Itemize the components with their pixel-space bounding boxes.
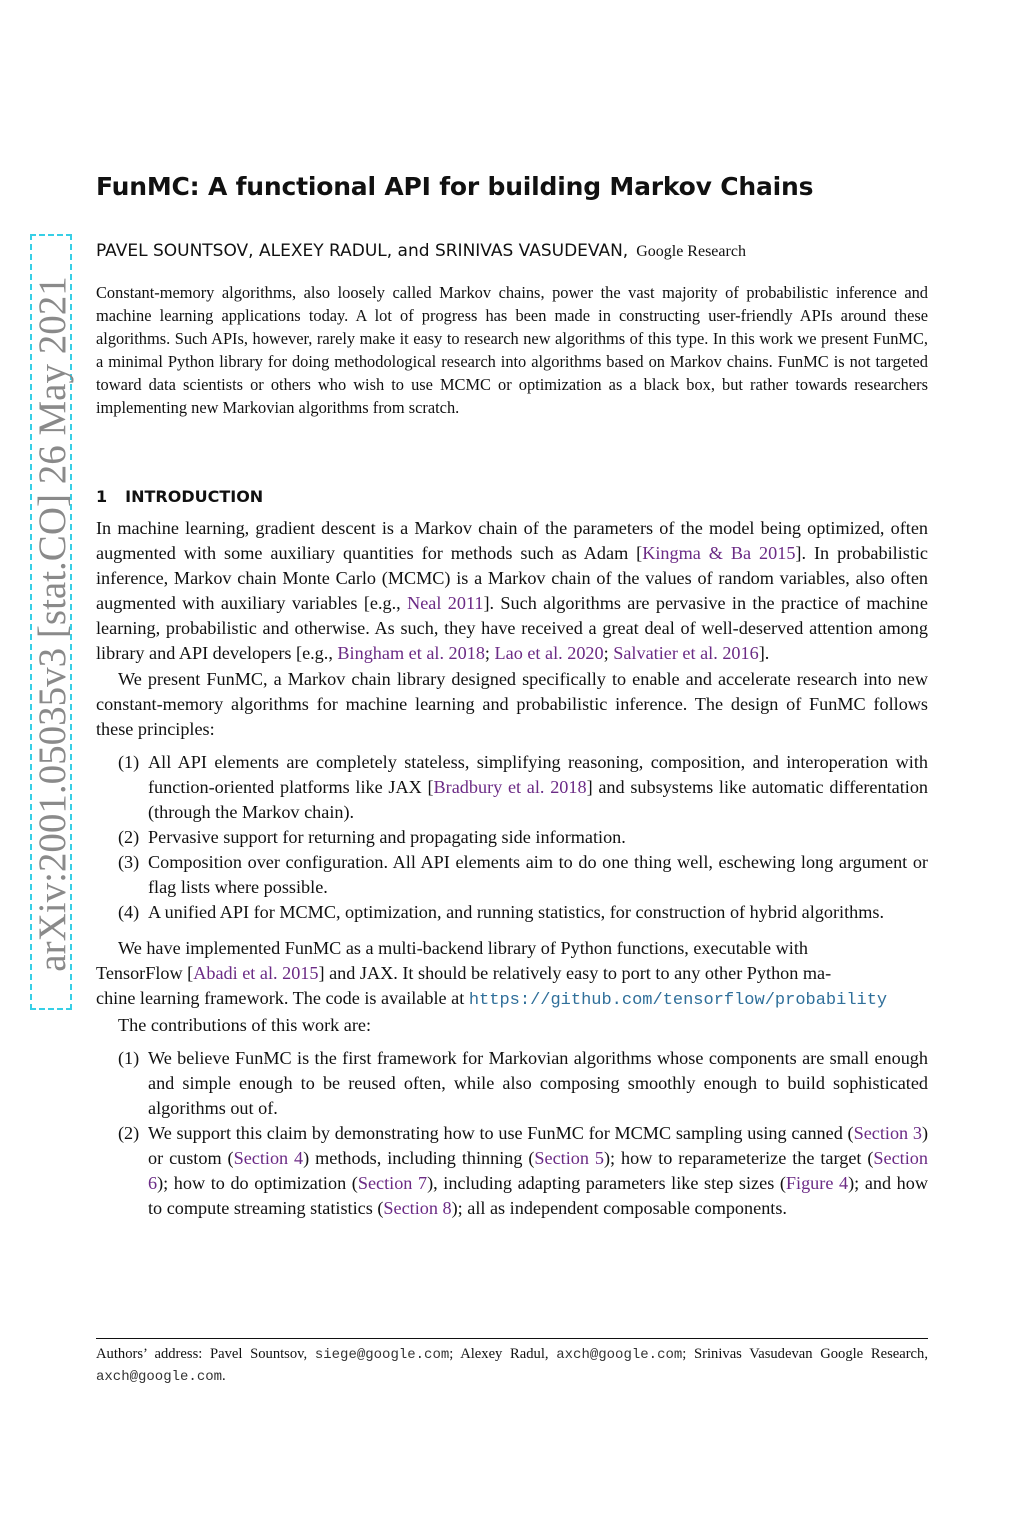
section-ref-link[interactable]: Section 7 xyxy=(357,1173,428,1194)
author-affiliation: Google Research xyxy=(636,243,746,260)
text-run: ) methods, including thinning ( xyxy=(303,1148,535,1169)
text-run: TensorFlow [ xyxy=(96,962,194,983)
paper-title: FunMC: A functional API for building Markov Chains xyxy=(96,172,814,201)
text-run: ; xyxy=(603,643,614,664)
text-run: ; Srinivas Vasudevan Google Research, xyxy=(682,1346,928,1362)
text-run: ); how to reparameterize the target ( xyxy=(603,1148,874,1169)
citation-link[interactable]: Abadi et al. 2015 xyxy=(193,962,319,983)
text-run: Pervasive support for returning and propagating side information. xyxy=(148,827,626,848)
text-run: We believe FunMC is the first framework for Markovian algorithms whose components are small enough and simple enough to be reused often, while also composing smoothly enough to build sophisticated algorithms out of. xyxy=(148,1047,928,1119)
section-ref-link[interactable]: Section 5 xyxy=(534,1148,604,1169)
author-names: PAVEL SOUNTSOV, ALEXEY RADUL, and SRINIVAS VASUDEVAN, xyxy=(96,241,629,261)
author-line xyxy=(96,241,746,261)
text-run: ), including adapting parameters like step sizes ( xyxy=(427,1173,786,1194)
citation-link[interactable]: Bradbury et al. 2018 xyxy=(433,776,587,797)
text-run: ] and JAX. It should be relatively easy to port to any other Python ma- xyxy=(318,962,832,983)
section-heading-introduction xyxy=(96,487,263,506)
list-label: (3) xyxy=(118,852,140,873)
footnote-rule xyxy=(96,1338,928,1339)
text-run: ]. In probabilistic inference, Markov chain Monte Carlo (MCMC) is a Markov chain of the values of random variables, also often augmented with auxiliary variables [e.g., xyxy=(96,543,928,614)
list-label: (4) xyxy=(118,902,140,923)
intro-paragraph-3-line-3 xyxy=(96,986,928,1013)
list-label: (1) xyxy=(118,1047,140,1068)
text-run: . xyxy=(222,1368,226,1384)
section-ref-link[interactable]: Section 8 xyxy=(383,1198,452,1219)
text-run: In machine learning, gradient descent is a Markov chain of the parameters of the model being optimized, often augmented with some auxiliary quantities for methods such as Adam [ xyxy=(96,518,928,564)
list-item xyxy=(96,825,928,850)
arxiv-identifier: arXiv:2001.05035v3 [stat.CO] 26 May 2021 xyxy=(31,276,74,972)
list-label: (2) xyxy=(118,1123,140,1144)
intro-paragraph-4: The contributions of this work are: xyxy=(118,1014,372,1035)
section-title: INTRODUCTION xyxy=(125,487,264,506)
text-run: ); how to do optimization ( xyxy=(157,1173,358,1194)
text-run: Authors’ address: Pavel Sountsov, xyxy=(96,1346,315,1362)
intro-paragraph-2: We present FunMC, a Markov chain library designed specifically to enable and accelerate research into new constant-memory algorithms for machine learning and probabilistic inference. The design of FunMC follows these principles: xyxy=(96,668,928,739)
text-run: ) or custom ( xyxy=(148,1123,928,1169)
text-run: ]. xyxy=(758,643,770,664)
text-run: Composition over configuration. All API elements aim to do one thing well, eschewing long argument or flag lists where possible. xyxy=(148,852,928,898)
text-run: A unified API for MCMC, optimization, and running statistics, for construction of hybrid algorithms. xyxy=(148,902,885,923)
text-run: ]. Such algorithms are pervasive in the practice of machine learning, probabilistic and otherwise. As such, they have received a great deal of well-deserved attention among library and API developers [e.g., xyxy=(96,593,928,664)
list-item xyxy=(96,900,928,925)
email-link[interactable]: siege@google.com xyxy=(314,1347,450,1363)
citation-link[interactable]: Bingham et al. 2018 xyxy=(337,643,485,664)
intro-paragraph-1 xyxy=(96,516,928,667)
code-url-link[interactable]: https://github.com/tensorflow/probability xyxy=(468,990,888,1010)
section-ref-link[interactable]: Section 4 xyxy=(233,1148,304,1169)
citation-link[interactable]: Neal 2011 xyxy=(407,593,484,614)
citation-link[interactable]: Salvatier et al. 2016 xyxy=(613,643,759,664)
text-run: ); all as independent composable components. xyxy=(451,1198,787,1219)
list-item xyxy=(96,1046,928,1121)
figure-ref-link[interactable]: Figure 4 xyxy=(785,1173,849,1194)
text-run: ] and subsystems like automatic differentation (through the Markov chain). xyxy=(148,776,929,823)
authors-address-footnote xyxy=(96,1344,928,1388)
email-link[interactable]: axch@google.com xyxy=(96,1369,223,1385)
list-item xyxy=(96,850,928,900)
text-run: ; xyxy=(484,643,495,664)
intro-paragraph-3-line-2 xyxy=(96,961,928,986)
section-ref-link[interactable]: Section 6 xyxy=(148,1148,928,1194)
text-run: chine learning framework. The code is available at xyxy=(96,987,469,1008)
text-run: ; Alexey Radul, xyxy=(449,1346,557,1362)
text-run: We support this claim by demonstrating how to use FunMC for MCMC sampling using canned ( xyxy=(148,1123,854,1144)
list-item xyxy=(96,1121,928,1221)
contributions-list xyxy=(96,1046,928,1222)
list-label: (1) xyxy=(118,751,140,772)
text-run: All API elements are completely stateless, simplifying reasoning, composition, and interoperation with function-oriented platforms like JAX [ xyxy=(148,751,928,797)
introduction-body xyxy=(96,516,928,1232)
abstract: Constant-memory algorithms, also loosely called Markov chains, power the vast majority of probabilistic inference and machine learning applications today. A lot of progress has been made in constructing user-friendly APIs around these algorithms. Such APIs, however, rarely make it easy to research new algorithms of this type. In this work we present FunMC, a minimal Python library for doing methodological research into algorithms based on Markov chains. FunMC is not targeted toward data scientists or others who wish to use MCMC or optimization as a black box, but rather towards researchers implementing new Markovian algorithms from scratch. xyxy=(96,283,928,417)
section-ref-link[interactable]: Section 3 xyxy=(853,1123,922,1144)
list-item xyxy=(96,750,928,825)
citation-link[interactable]: Lao et al. 2020 xyxy=(494,643,604,664)
email-link[interactable]: axch@google.com xyxy=(556,1347,683,1363)
intro-paragraph-3-line-1: We have implemented FunMC as a multi-backend library of Python functions, executable with xyxy=(118,937,808,958)
arxiv-stamp xyxy=(30,234,72,1010)
section-number: 1 xyxy=(96,487,108,506)
text-run: ); and how to compute streaming statistics ( xyxy=(148,1173,928,1219)
list-label: (2) xyxy=(118,827,140,848)
citation-link[interactable]: Kingma & Ba 2015 xyxy=(642,543,796,564)
principles-list xyxy=(96,750,928,926)
